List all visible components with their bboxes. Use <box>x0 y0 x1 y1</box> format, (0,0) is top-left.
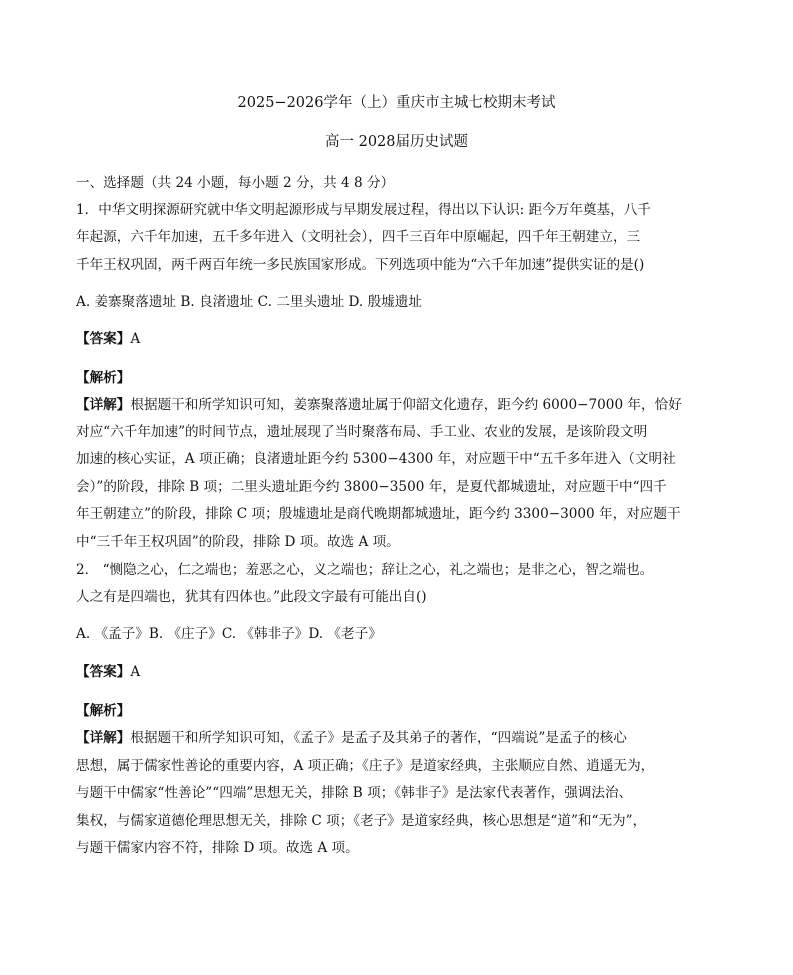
answer-value: A <box>130 664 141 680</box>
q1-stem-line: 1．中华文明探源研究就中华文明起源形成与早期发展过程，得出以下认识: 距今万年奠基，八千 <box>76 202 651 218</box>
q1-analysis-label: 【解析】 <box>76 370 131 386</box>
q2-stem-line: 人之有是四端也，犹其有四体也。”此段文字最有可能出自() <box>76 589 427 605</box>
section-heading: 一、选择题（共 24 小题，每小题 2 分，共 4 8 分） <box>76 175 395 191</box>
q1-detail-line: 对应“六千年加速”的时间节点，遗址展现了当时聚落布局、手工业、农业的发展，是该阶段文明 <box>76 424 648 440</box>
detail-label: 【详解】 <box>76 730 131 746</box>
q1-detail-line: 年王朝建立”的阶段，排除 C 项；殷墟遗址是商代晚期都城遗址，距今约 3300−3000 年，对应题干 <box>76 506 681 522</box>
q1-options: A. 姜寨聚落遗址 B. 良渚遗址 C. 二里头遗址 D. 殷墟遗址 <box>76 294 422 310</box>
q2-detail-line: 思想，属于儒家性善论的重要内容，A 项正确；《庄子》是道家经典，主张顺应自然、逍遥无为， <box>76 758 655 774</box>
answer-label: 【答案】 <box>76 664 131 680</box>
q2-detail-line: 集权，与儒家道德伦理思想无关，排除 C 项；《老子》是道家经典，核心思想是“道”和“无为”， <box>76 813 647 829</box>
q1-detail-line: 中“三千年王权巩固”的阶段，排除 D 项。故选 A 项。 <box>76 534 400 550</box>
q1-detail-line <box>76 396 716 414</box>
q1-detail-line: 会）”的阶段，排除 B 项；二里头遗址距今约 3800−3500 年，是夏代都城遗址，对应题干中“四千 <box>76 479 667 495</box>
q1-stem-line: 千年王权巩固，两千两百年统一多民族国家形成。下列选项中能为“六千年加速”提供实证的是() <box>76 257 645 273</box>
exam-title: 2025−2026学年（上）重庆市主城七校期末考试 <box>237 95 556 111</box>
q2-detail-line <box>76 729 716 747</box>
detail-text: 根据题干和所学知识可知，《孟子》是孟子及其弟子的著作，“四端说”是孟子的核心 <box>130 730 627 746</box>
q1-stem-line: 年起源，六千年加速，五千多年进入（文明社会），四千三百年中原崛起，四千年王朝建立，三 <box>76 229 641 245</box>
detail-label: 【详解】 <box>76 397 131 413</box>
q1-detail-line: 加速的核心实证，A 项正确；良渚遗址距今约 5300−4300 年，对应题干中“五千多年进入（文明社 <box>76 451 676 467</box>
q2-options: A. 《孟子》B. 《庄子》C. 《韩非子》D. 《老子》 <box>76 626 382 642</box>
q2-analysis-label: 【解析】 <box>76 703 131 719</box>
q1-answer <box>76 330 716 348</box>
answer-value: A <box>130 331 141 347</box>
q2-detail-line: 与题干中儒家“性善论”“四端”思想无关，排除 B 项；《韩非子》是法家代表著作，强调法治、 <box>76 785 633 801</box>
q2-stem-line: 2． “恻隐之心，仁之端也；羞恶之心，义之端也；辞让之心，礼之端也；是非之心，智之端也。 <box>76 562 654 578</box>
q2-detail-line: 与题干儒家内容不符，排除 D 项。故选 A 项。 <box>76 840 359 856</box>
answer-label: 【答案】 <box>76 331 131 347</box>
q2-answer <box>76 663 716 681</box>
detail-text: 根据题干和所学知识可知，姜寨聚落遗址属于仰韶文化遗存，距今约 6000−7000 年，恰好 <box>130 397 682 413</box>
exam-subtitle: 高一 2028届历史试题 <box>324 134 468 150</box>
